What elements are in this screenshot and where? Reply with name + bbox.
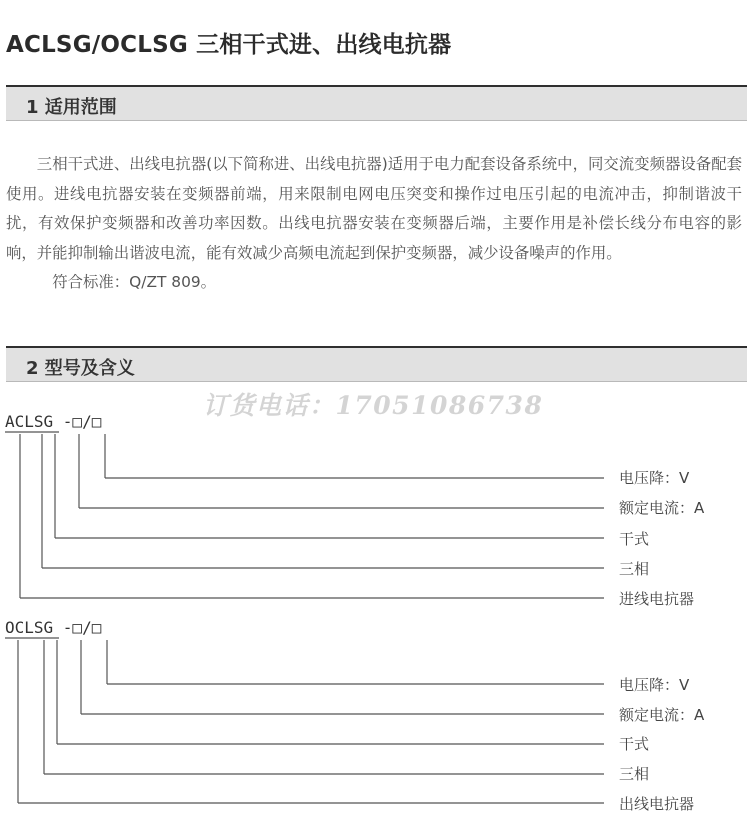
legend-label: 三相 (619, 765, 650, 783)
section-header-model (6, 346, 747, 382)
legend-label: 干式 (619, 530, 650, 548)
legend-label: 三相 (619, 560, 650, 578)
section-heading: 1 适用范围 (26, 97, 117, 118)
legend-label: 出线电抗器 (619, 795, 695, 813)
legend-label: 干式 (619, 735, 650, 753)
scope-text (6, 150, 742, 298)
section-header-scope (6, 85, 747, 121)
model-code-aclsg: ACLSG -□/□ (5, 412, 102, 431)
legend-label: 电压降：V (619, 676, 690, 694)
section-heading: 2 型号及含义 (26, 358, 135, 379)
legend-label: 额定电流：A (619, 499, 705, 517)
legend-label: 电压降：V (619, 469, 690, 487)
page-title: ACLSG/OCLSG 三相干式进、出线电抗器 (6, 32, 452, 58)
legend-label: 额定电流：A (619, 706, 705, 724)
phone-watermark: 订货电话：17051086738 (203, 391, 544, 420)
legend-label: 进线电抗器 (619, 590, 695, 608)
model-code-oclsg: OCLSG -□/□ (5, 618, 102, 637)
scope-paragraph: 三相干式进、出线电抗器(以下简称进、出线电抗器)适用于电力配套设备系统中，同交流变频器设备配套使用。进线电抗器安装在变频器前端，用来限制电网电压突变和操作过电压引起的电流冲击，抑制谐波干扰，有效保护变频器和改善功率因数。出线电抗器安装在变频器后端，主要作用是补偿长线分布电容的影响，并能抑制输出谐波电流，能有效减少高频电流起到保护变频器，减少设备噪声的作用。 (6, 155, 742, 262)
standard-line: 符合标准：Q/ZT 809。 (52, 273, 217, 291)
